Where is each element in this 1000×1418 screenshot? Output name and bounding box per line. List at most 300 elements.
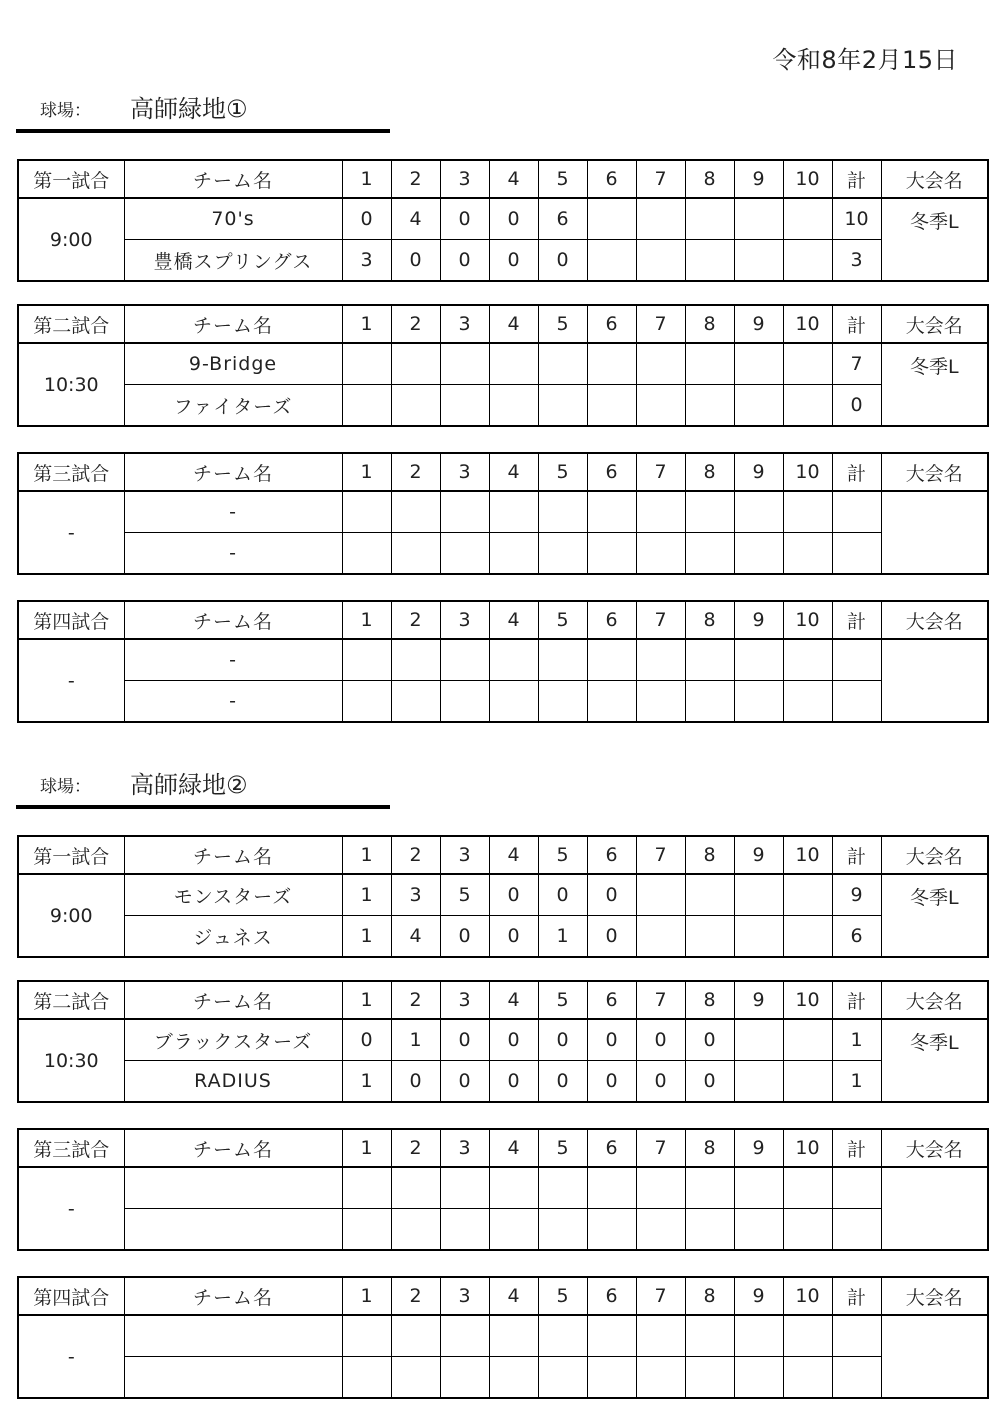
game-time: - bbox=[18, 491, 124, 574]
inning-header: 3 bbox=[440, 1129, 489, 1167]
team-row bbox=[18, 533, 988, 575]
inning-score: 0 bbox=[489, 240, 538, 282]
inning-score bbox=[685, 681, 734, 723]
inning-score bbox=[391, 681, 440, 723]
inning-score bbox=[391, 1357, 440, 1399]
inning-score bbox=[587, 1315, 636, 1357]
inning-header: 1 bbox=[342, 981, 391, 1019]
total-score: 9 bbox=[832, 874, 881, 916]
scoreboard-header-row bbox=[18, 1129, 988, 1167]
inning-score: 0 bbox=[489, 874, 538, 916]
inning-header: 1 bbox=[342, 836, 391, 874]
inning-score bbox=[685, 916, 734, 958]
inning-score bbox=[783, 639, 832, 681]
total-header: 計 bbox=[832, 981, 881, 1019]
inning-score: 0 bbox=[587, 1061, 636, 1103]
inning-score bbox=[734, 198, 783, 240]
team-row bbox=[18, 1167, 988, 1209]
inning-score: 0 bbox=[440, 198, 489, 240]
inning-score bbox=[440, 1357, 489, 1399]
inning-header: 1 bbox=[342, 1129, 391, 1167]
inning-header: 10 bbox=[783, 453, 832, 491]
inning-score bbox=[342, 343, 391, 385]
inning-score bbox=[489, 343, 538, 385]
inning-score: 0 bbox=[685, 1019, 734, 1061]
scoreboard-header-row bbox=[18, 601, 988, 639]
inning-header: 4 bbox=[489, 1277, 538, 1315]
team-name bbox=[124, 1315, 342, 1357]
inning-header: 2 bbox=[391, 453, 440, 491]
total-score bbox=[832, 1167, 881, 1209]
inning-score bbox=[636, 874, 685, 916]
team-name: - bbox=[124, 681, 342, 723]
inning-score bbox=[538, 343, 587, 385]
inning-score bbox=[685, 240, 734, 282]
inning-score bbox=[783, 1167, 832, 1209]
game-title: 第二試合 bbox=[18, 305, 124, 343]
inning-score bbox=[685, 874, 734, 916]
inning-header: 10 bbox=[783, 305, 832, 343]
tournament-header: 大会名 bbox=[881, 453, 988, 491]
tournament-name: 冬季L bbox=[881, 198, 988, 281]
inning-score bbox=[587, 385, 636, 427]
inning-score bbox=[538, 1315, 587, 1357]
inning-score bbox=[489, 1167, 538, 1209]
tournament-header: 大会名 bbox=[881, 305, 988, 343]
inning-score bbox=[587, 491, 636, 533]
inning-score bbox=[587, 240, 636, 282]
game-time: 10:30 bbox=[18, 343, 124, 426]
inning-score bbox=[587, 1167, 636, 1209]
inning-score bbox=[636, 1167, 685, 1209]
inning-score bbox=[342, 1315, 391, 1357]
inning-score bbox=[440, 533, 489, 575]
inning-score bbox=[489, 385, 538, 427]
inning-score: 6 bbox=[538, 198, 587, 240]
inning-score bbox=[489, 1209, 538, 1251]
inning-header: 1 bbox=[342, 160, 391, 198]
inning-score bbox=[636, 343, 685, 385]
inning-score: 0 bbox=[440, 1019, 489, 1061]
inning-score: 0 bbox=[489, 198, 538, 240]
team-column-header: チーム名 bbox=[124, 453, 342, 491]
team-name: ジュネス bbox=[124, 916, 342, 958]
scoreboard-table bbox=[17, 600, 989, 723]
inning-header: 5 bbox=[538, 1277, 587, 1315]
inning-header: 2 bbox=[391, 981, 440, 1019]
inning-score bbox=[783, 491, 832, 533]
inning-score bbox=[734, 639, 783, 681]
scoreboard-header-row bbox=[18, 453, 988, 491]
inning-header: 7 bbox=[636, 981, 685, 1019]
inning-score bbox=[342, 533, 391, 575]
inning-score bbox=[342, 639, 391, 681]
game-title: 第一試合 bbox=[18, 160, 124, 198]
inning-score bbox=[636, 916, 685, 958]
inning-header: 10 bbox=[783, 1129, 832, 1167]
inning-score bbox=[342, 385, 391, 427]
inning-header: 10 bbox=[783, 160, 832, 198]
tournament-name bbox=[881, 1315, 988, 1398]
inning-header: 8 bbox=[685, 601, 734, 639]
inning-header: 3 bbox=[440, 305, 489, 343]
game-title: 第一試合 bbox=[18, 836, 124, 874]
inning-score bbox=[587, 533, 636, 575]
inning-header: 4 bbox=[489, 160, 538, 198]
inning-score bbox=[391, 491, 440, 533]
inning-header: 3 bbox=[440, 836, 489, 874]
total-score bbox=[832, 681, 881, 723]
inning-score bbox=[489, 1315, 538, 1357]
team-row bbox=[18, 240, 988, 282]
inning-score bbox=[342, 1209, 391, 1251]
team-row bbox=[18, 1061, 988, 1103]
team-column-header: チーム名 bbox=[124, 981, 342, 1019]
date-label: 令和8年2月15日 bbox=[772, 46, 958, 74]
inning-header: 2 bbox=[391, 160, 440, 198]
tournament-name bbox=[881, 1167, 988, 1250]
team-row bbox=[18, 491, 988, 533]
game-title: 第二試合 bbox=[18, 981, 124, 1019]
game-title: 第三試合 bbox=[18, 1129, 124, 1167]
inning-score bbox=[636, 385, 685, 427]
team-row bbox=[18, 639, 988, 681]
inning-score bbox=[734, 1019, 783, 1061]
inning-score bbox=[489, 491, 538, 533]
inning-score: 4 bbox=[391, 916, 440, 958]
total-score bbox=[832, 1209, 881, 1251]
scoreboard-header-row bbox=[18, 836, 988, 874]
inning-score bbox=[685, 491, 734, 533]
scoreboard-header-row bbox=[18, 1277, 988, 1315]
inning-header: 5 bbox=[538, 836, 587, 874]
inning-score bbox=[636, 639, 685, 681]
team-row bbox=[18, 916, 988, 958]
inning-score bbox=[391, 343, 440, 385]
tournament-header: 大会名 bbox=[881, 601, 988, 639]
total-header: 計 bbox=[832, 160, 881, 198]
inning-score: 0 bbox=[587, 916, 636, 958]
inning-header: 2 bbox=[391, 836, 440, 874]
team-column-header: チーム名 bbox=[124, 601, 342, 639]
inning-score: 0 bbox=[587, 1019, 636, 1061]
team-name: 豊橋スプリングス bbox=[124, 240, 342, 282]
inning-score bbox=[489, 639, 538, 681]
inning-score bbox=[734, 240, 783, 282]
inning-score: 0 bbox=[440, 1061, 489, 1103]
inning-score bbox=[636, 491, 685, 533]
tournament-name: 冬季L bbox=[881, 343, 988, 426]
inning-header: 5 bbox=[538, 601, 587, 639]
inning-header: 4 bbox=[489, 305, 538, 343]
inning-score: 3 bbox=[342, 240, 391, 282]
inning-header: 5 bbox=[538, 305, 587, 343]
inning-score bbox=[489, 533, 538, 575]
total-score: 7 bbox=[832, 343, 881, 385]
inning-score bbox=[783, 240, 832, 282]
inning-score bbox=[440, 681, 489, 723]
team-row bbox=[18, 1209, 988, 1251]
inning-score bbox=[391, 533, 440, 575]
inning-score bbox=[734, 1315, 783, 1357]
team-name: 70's bbox=[124, 198, 342, 240]
inning-score: 0 bbox=[538, 1019, 587, 1061]
inning-score bbox=[783, 198, 832, 240]
tournament-name: 冬季L bbox=[881, 874, 988, 957]
inning-score bbox=[685, 639, 734, 681]
inning-header: 2 bbox=[391, 1277, 440, 1315]
scoreboard-header-row bbox=[18, 981, 988, 1019]
inning-score bbox=[587, 198, 636, 240]
inning-header: 9 bbox=[734, 453, 783, 491]
inning-score bbox=[391, 1209, 440, 1251]
team-name: ブラックスターズ bbox=[124, 1019, 342, 1061]
venue-label: 球場： bbox=[40, 777, 91, 797]
inning-header: 7 bbox=[636, 601, 685, 639]
inning-score bbox=[685, 1357, 734, 1399]
scoreboard-header-row bbox=[18, 305, 988, 343]
inning-header: 2 bbox=[391, 601, 440, 639]
total-score: 6 bbox=[832, 916, 881, 958]
total-score bbox=[832, 1315, 881, 1357]
team-name bbox=[124, 1209, 342, 1251]
team-row bbox=[18, 1019, 988, 1061]
inning-score bbox=[685, 1209, 734, 1251]
inning-score: 1 bbox=[342, 874, 391, 916]
inning-score bbox=[734, 874, 783, 916]
inning-score bbox=[783, 1315, 832, 1357]
team-name: モンスターズ bbox=[124, 874, 342, 916]
inning-score bbox=[783, 1209, 832, 1251]
team-name: 9-Bridge bbox=[124, 343, 342, 385]
inning-score bbox=[587, 681, 636, 723]
venue-name: 高師緑地① bbox=[130, 95, 248, 123]
inning-score bbox=[391, 385, 440, 427]
inning-header: 7 bbox=[636, 453, 685, 491]
inning-score bbox=[440, 1315, 489, 1357]
game-time: 9:00 bbox=[18, 874, 124, 957]
inning-score: 0 bbox=[636, 1061, 685, 1103]
inning-score: 4 bbox=[391, 198, 440, 240]
team-column-header: チーム名 bbox=[124, 305, 342, 343]
team-row bbox=[18, 343, 988, 385]
inning-score: 0 bbox=[391, 240, 440, 282]
inning-score bbox=[440, 1167, 489, 1209]
inning-score bbox=[440, 1209, 489, 1251]
inning-header: 6 bbox=[587, 1277, 636, 1315]
inning-score bbox=[538, 1167, 587, 1209]
inning-score bbox=[391, 639, 440, 681]
inning-score bbox=[734, 533, 783, 575]
inning-header: 9 bbox=[734, 1129, 783, 1167]
game-title: 第三試合 bbox=[18, 453, 124, 491]
team-column-header: チーム名 bbox=[124, 1277, 342, 1315]
inning-score bbox=[783, 1019, 832, 1061]
inning-score bbox=[636, 681, 685, 723]
inning-header: 9 bbox=[734, 601, 783, 639]
inning-score: 0 bbox=[440, 916, 489, 958]
team-name: RADIUS bbox=[124, 1061, 342, 1103]
inning-header: 6 bbox=[587, 305, 636, 343]
inning-header: 6 bbox=[587, 453, 636, 491]
team-row bbox=[18, 1357, 988, 1399]
total-header: 計 bbox=[832, 601, 881, 639]
tournament-name: 冬季L bbox=[881, 1019, 988, 1102]
total-score: 10 bbox=[832, 198, 881, 240]
inning-score: 3 bbox=[391, 874, 440, 916]
inning-score bbox=[342, 1167, 391, 1209]
tournament-header: 大会名 bbox=[881, 836, 988, 874]
inning-score bbox=[783, 681, 832, 723]
inning-score: 0 bbox=[489, 1061, 538, 1103]
inning-header: 2 bbox=[391, 1129, 440, 1167]
total-score bbox=[832, 533, 881, 575]
inning-score bbox=[538, 1357, 587, 1399]
inning-score bbox=[636, 1315, 685, 1357]
inning-score bbox=[685, 1167, 734, 1209]
team-row bbox=[18, 1315, 988, 1357]
team-name bbox=[124, 1357, 342, 1399]
inning-score bbox=[734, 385, 783, 427]
team-name bbox=[124, 1167, 342, 1209]
scoreboard-table bbox=[17, 159, 989, 282]
game-time: 9:00 bbox=[18, 198, 124, 281]
inning-header: 1 bbox=[342, 453, 391, 491]
team-row bbox=[18, 681, 988, 723]
scoreboard-header-row bbox=[18, 160, 988, 198]
inning-header: 3 bbox=[440, 160, 489, 198]
inning-score: 0 bbox=[342, 198, 391, 240]
game-title: 第四試合 bbox=[18, 601, 124, 639]
inning-score bbox=[391, 1167, 440, 1209]
inning-score: 0 bbox=[538, 240, 587, 282]
scoreboard-table bbox=[17, 980, 989, 1103]
inning-header: 5 bbox=[538, 981, 587, 1019]
inning-header: 5 bbox=[538, 160, 587, 198]
team-name: - bbox=[124, 639, 342, 681]
inning-score bbox=[587, 1357, 636, 1399]
team-name: ファイターズ bbox=[124, 385, 342, 427]
inning-score: 0 bbox=[685, 1061, 734, 1103]
total-header: 計 bbox=[832, 1277, 881, 1315]
inning-header: 7 bbox=[636, 305, 685, 343]
inning-score bbox=[734, 491, 783, 533]
inning-header: 10 bbox=[783, 1277, 832, 1315]
inning-score: 1 bbox=[538, 916, 587, 958]
inning-header: 7 bbox=[636, 836, 685, 874]
inning-score bbox=[685, 198, 734, 240]
inning-score bbox=[783, 533, 832, 575]
total-score: 3 bbox=[832, 240, 881, 282]
inning-header: 7 bbox=[636, 1129, 685, 1167]
inning-score bbox=[538, 639, 587, 681]
inning-score: 1 bbox=[342, 1061, 391, 1103]
total-header: 計 bbox=[832, 1129, 881, 1167]
inning-score bbox=[734, 1061, 783, 1103]
inning-header: 8 bbox=[685, 305, 734, 343]
inning-score bbox=[587, 639, 636, 681]
total-header: 計 bbox=[832, 836, 881, 874]
inning-score bbox=[587, 1209, 636, 1251]
inning-score: 0 bbox=[489, 1019, 538, 1061]
inning-header: 6 bbox=[587, 836, 636, 874]
game-time: 10:30 bbox=[18, 1019, 124, 1102]
inning-header: 4 bbox=[489, 836, 538, 874]
scoreboard-table bbox=[17, 452, 989, 575]
inning-header: 3 bbox=[440, 601, 489, 639]
inning-score: 5 bbox=[440, 874, 489, 916]
inning-score bbox=[734, 343, 783, 385]
inning-header: 6 bbox=[587, 160, 636, 198]
inning-score bbox=[783, 916, 832, 958]
tournament-header: 大会名 bbox=[881, 160, 988, 198]
total-score: 1 bbox=[832, 1019, 881, 1061]
inning-header: 8 bbox=[685, 836, 734, 874]
inning-score bbox=[342, 491, 391, 533]
team-row bbox=[18, 385, 988, 427]
inning-header: 7 bbox=[636, 160, 685, 198]
inning-score bbox=[783, 1357, 832, 1399]
inning-header: 6 bbox=[587, 601, 636, 639]
total-score bbox=[832, 1357, 881, 1399]
tournament-header: 大会名 bbox=[881, 1129, 988, 1167]
inning-score bbox=[489, 681, 538, 723]
team-row bbox=[18, 198, 988, 240]
inning-score bbox=[734, 1167, 783, 1209]
inning-header: 4 bbox=[489, 601, 538, 639]
inning-header: 7 bbox=[636, 1277, 685, 1315]
inning-score bbox=[342, 1357, 391, 1399]
inning-header: 3 bbox=[440, 981, 489, 1019]
inning-score bbox=[685, 385, 734, 427]
inning-score bbox=[734, 681, 783, 723]
scoreboard-table bbox=[17, 835, 989, 958]
inning-header: 8 bbox=[685, 160, 734, 198]
inning-header: 9 bbox=[734, 160, 783, 198]
inning-score: 0 bbox=[587, 874, 636, 916]
game-time: - bbox=[18, 1167, 124, 1250]
inning-score: 0 bbox=[538, 874, 587, 916]
game-title: 第四試合 bbox=[18, 1277, 124, 1315]
inning-header: 3 bbox=[440, 1277, 489, 1315]
team-column-header: チーム名 bbox=[124, 1129, 342, 1167]
inning-score bbox=[783, 385, 832, 427]
total-header: 計 bbox=[832, 305, 881, 343]
inning-score: 0 bbox=[489, 916, 538, 958]
inning-header: 4 bbox=[489, 453, 538, 491]
inning-header: 9 bbox=[734, 305, 783, 343]
inning-score bbox=[734, 1209, 783, 1251]
inning-header: 10 bbox=[783, 981, 832, 1019]
scoreboard-table bbox=[17, 1276, 989, 1399]
inning-header: 6 bbox=[587, 1129, 636, 1167]
inning-score bbox=[734, 1357, 783, 1399]
inning-score bbox=[538, 1209, 587, 1251]
inning-score bbox=[342, 681, 391, 723]
inning-score: 0 bbox=[440, 240, 489, 282]
game-time: - bbox=[18, 1315, 124, 1398]
team-row bbox=[18, 874, 988, 916]
inning-header: 8 bbox=[685, 453, 734, 491]
inning-score bbox=[440, 639, 489, 681]
inning-score: 1 bbox=[342, 916, 391, 958]
inning-score bbox=[587, 343, 636, 385]
total-header: 計 bbox=[832, 453, 881, 491]
scoreboard-table bbox=[17, 1128, 989, 1251]
inning-header: 10 bbox=[783, 836, 832, 874]
venue-label: 球場： bbox=[40, 101, 91, 121]
team-column-header: チーム名 bbox=[124, 836, 342, 874]
